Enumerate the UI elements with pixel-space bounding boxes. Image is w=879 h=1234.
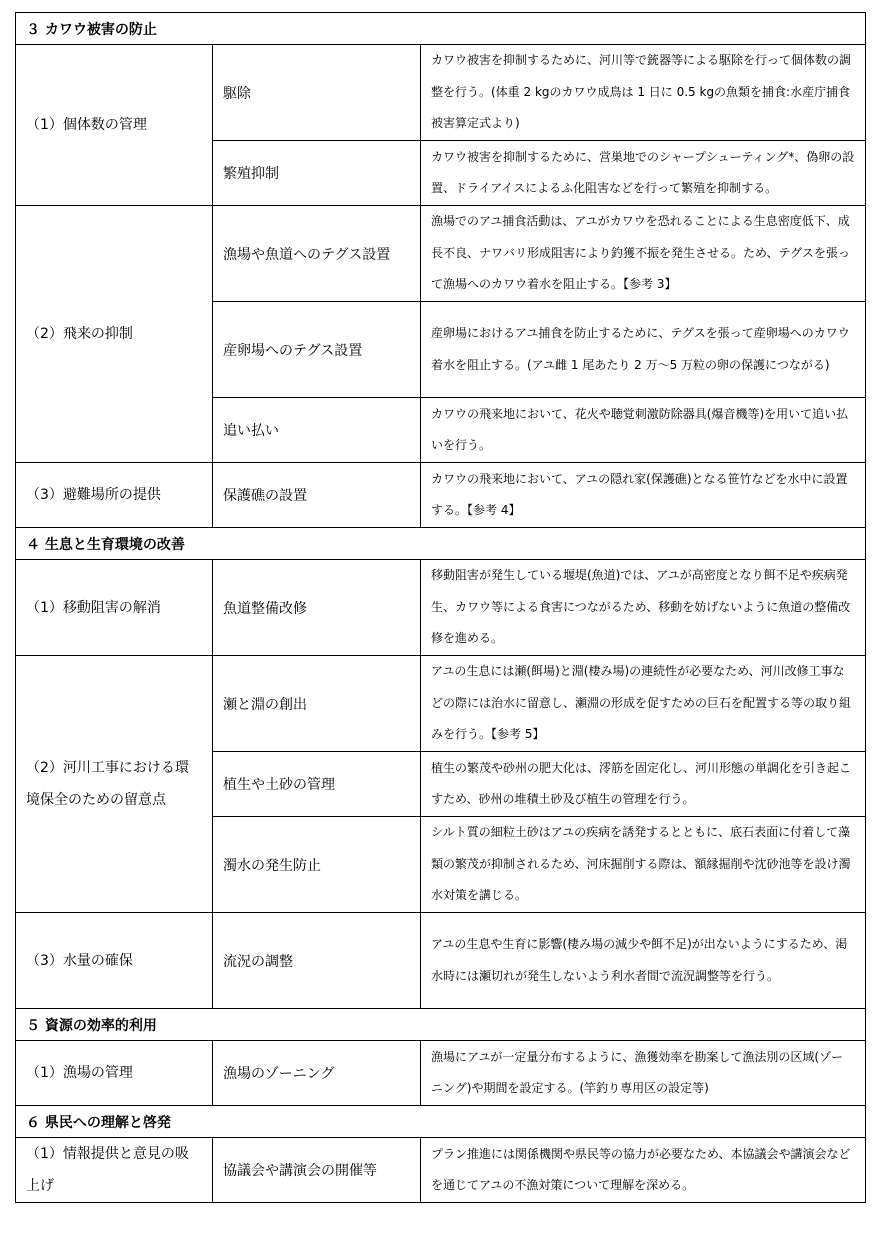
measure-cell: 漁場や魚道へのテグス設置 <box>213 206 421 302</box>
section-title: ３ カワウ被害の防止 <box>16 13 866 45</box>
measure-cell: 植生や土砂の管理 <box>213 752 421 817</box>
measure-cell: 駆除 <box>213 45 421 141</box>
description-cell: カワウの飛来地において、アユの隠れ家(保護礁)となる笹竹などを水中に設置する。【参考 4】 <box>421 463 866 528</box>
description-cell: 漁場でのアユ捕食活動は、アユがカワウを恐れることによる生息密度低下、成長不良、ナワバリ形成阻害により釣獲不振を発生させる。ため、テグスを張って漁場へのカワウ着水を阻止する。【参考 3】 <box>421 206 866 302</box>
measures-table <box>15 12 866 1203</box>
measure-cell: 瀬と淵の創出 <box>213 656 421 752</box>
description-cell: カワウの飛来地において、花火や聴覚刺激防除器具(爆音機等)を用いて追い払いを行う。 <box>421 398 866 463</box>
description-cell: カワウ被害を抑制するために、営巣地でのシャープシューティング*、偽卵の設置、ドライアイスによるふ化阻害などを行って繁殖を抑制する。 <box>421 141 866 206</box>
category-cell: （2）河川工事における環境保全のための留意点 <box>16 656 213 913</box>
measure-cell: 追い払い <box>213 398 421 463</box>
measure-cell: 保護礁の設置 <box>213 463 421 528</box>
description-cell: アユの生息には瀬(餌場)と淵(棲み場)の連続性が必要なため、河川改修工事などの際には治水に留意し、瀬淵の形成を促すための巨石を配置する等の取り組みを行う。【参考 5】 <box>421 656 866 752</box>
category-cell: （1）情報提供と意見の吸上げ <box>16 1138 213 1203</box>
description-cell: 移動阻害が発生している堰堤(魚道)では、アユが高密度となり餌不足や疾病発生、カワウ等による食害につながるため、移動を妨げないように魚道の整備改修を進める。 <box>421 560 866 656</box>
description-cell: 漁場にアユが一定量分布するように、漁獲効率を勘案して漁法別の区域(ゾーニング)や期間を設定する。(竿釣り専用区の設定等) <box>421 1041 866 1106</box>
measure-cell: 協議会や講演会の開催等 <box>213 1138 421 1203</box>
description-cell: 植生の繁茂や砂州の肥大化は、澪筋を固定化し、河川形態の単調化を引き起こすため、砂州の堆積土砂及び植生の管理を行う。 <box>421 752 866 817</box>
measure-cell: 流況の調整 <box>213 913 421 1009</box>
section-title: ４ 生息と生育環境の改善 <box>16 528 866 560</box>
section-title: ６ 県民への理解と啓発 <box>16 1106 866 1138</box>
description-cell: 産卵場におけるアユ捕食を防止するために、テグスを張って産卵場へのカワウ着水を阻止する。(アユ雌 1 尾あたり 2 万～5 万粒の卵の保護につながる) <box>421 302 866 398</box>
description-cell: カワウ被害を抑制するために、河川等で銃器等による駆除を行って個体数の調整を行う。(体重 2 kgのカワウ成鳥は 1 日に 0.5 kgの魚類を捕食:水産庁捕食被害算定式より) <box>421 45 866 141</box>
measure-cell: 産卵場へのテグス設置 <box>213 302 421 398</box>
category-cell: （1）個体数の管理 <box>16 45 213 206</box>
measure-cell: 魚道整備改修 <box>213 560 421 656</box>
description-cell: シルト質の細粒土砂はアユの疾病を誘発するとともに、底石表面に付着して藻類の繁茂が抑制されるため、河床掘削する際は、額縁掘削や沈砂池等を設け濁水対策を講じる。 <box>421 817 866 913</box>
description-cell: プラン推進には関係機関や県民等の協力が必要なため、本協議会や講演会などを通じてアユの不漁対策について理解を深める。 <box>421 1138 866 1203</box>
category-cell: （3）避難場所の提供 <box>16 463 213 528</box>
category-cell: （1）漁場の管理 <box>16 1041 213 1106</box>
category-cell: （3）水量の確保 <box>16 913 213 1009</box>
measure-cell: 繁殖抑制 <box>213 141 421 206</box>
measure-cell: 濁水の発生防止 <box>213 817 421 913</box>
category-cell: （1）移動阻害の解消 <box>16 560 213 656</box>
description-cell: アユの生息や生育に影響(棲み場の減少や餌不足)が出ないようにするため、渇水時には瀬切れが発生しないよう利水者間で流況調整等を行う。 <box>421 913 866 1009</box>
section-title: ５ 資源の効率的利用 <box>16 1009 866 1041</box>
measure-cell: 漁場のゾーニング <box>213 1041 421 1106</box>
category-cell: （2）飛来の抑制 <box>16 206 213 463</box>
